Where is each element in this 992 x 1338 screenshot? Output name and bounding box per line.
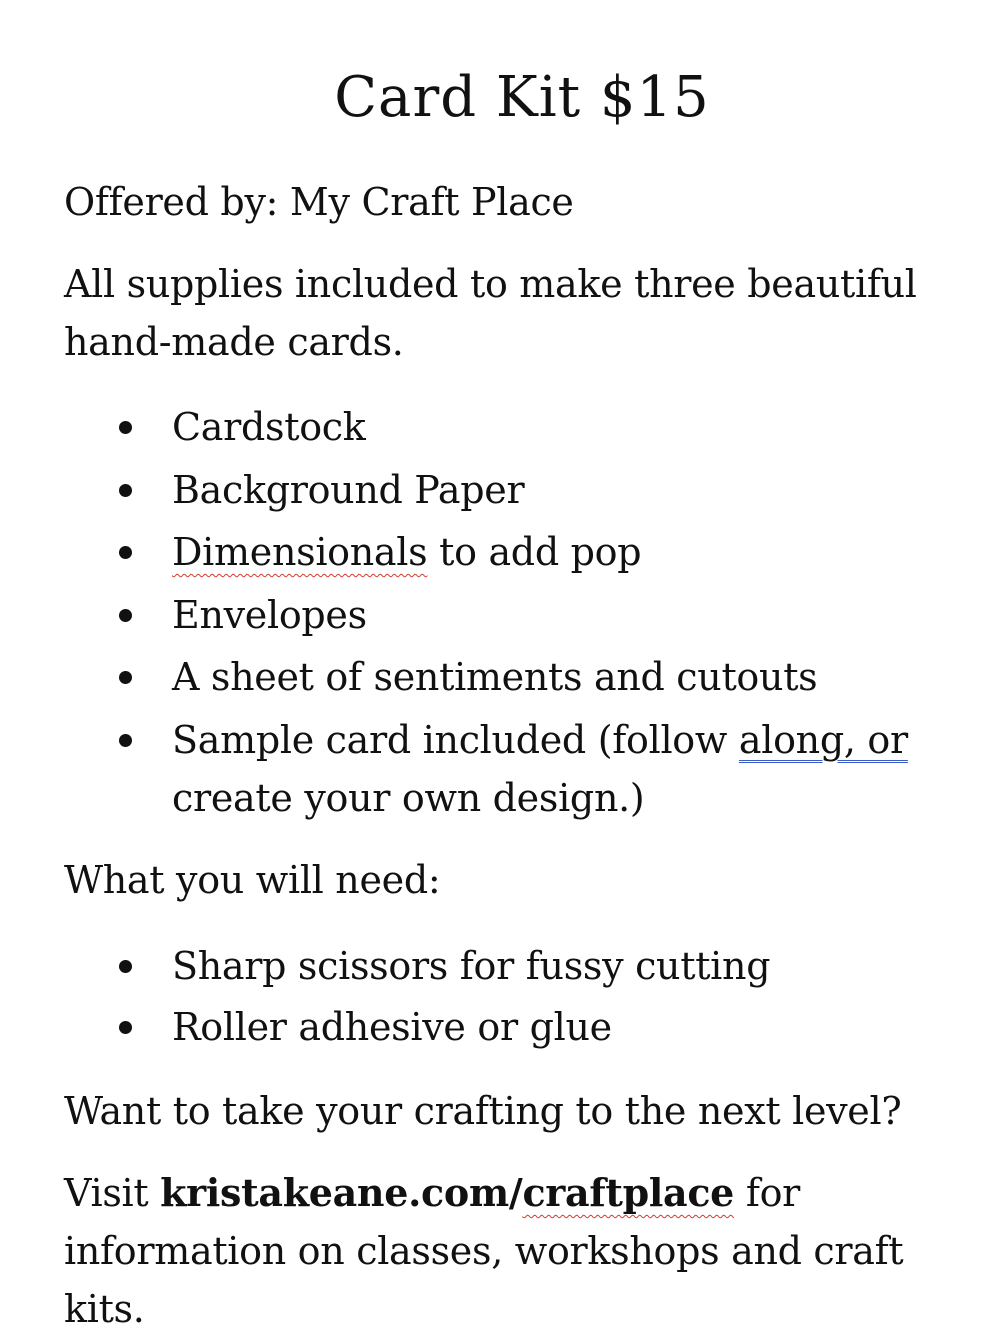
visit-paragraph [64,1164,974,1338]
list-item [0,998,912,1059]
visit-prefix: Visit [64,1171,161,1215]
list-item [0,937,912,998]
grammar-flagged-phrase[interactable]: along, or [738,717,908,762]
needs-heading: What you will need: [64,858,441,902]
need-item-label: Roller adhesive or glue [172,1005,612,1049]
bullet-icon [119,960,132,973]
spelling-flagged-word[interactable]: Dimensionals [172,530,428,574]
list-item [0,398,912,461]
needs-list [0,937,912,1059]
supplies-list [0,398,912,831]
offered-by-line: Offered by: My Craft Place [64,180,574,224]
spelling-flagged-word[interactable]: craftplace [522,1170,735,1215]
supply-item-label: Background Paper [172,467,525,512]
list-item [0,523,912,586]
intro-paragraph: All supplies included to make three beautiful hand-made cards. [64,262,917,364]
next-level-line: Want to take your crafting to the next level? [64,1089,902,1133]
website-url[interactable] [160,1170,734,1215]
supply-item-label: Sample card included (follow [172,717,739,762]
bullet-icon [119,484,132,497]
list-item [0,648,912,711]
need-item-label: Sharp scissors for fussy cutting [172,944,771,988]
supply-item-label: Envelopes [172,592,367,637]
bullet-icon [119,1021,132,1034]
website-url-domain: kristakeane.com/ [160,1170,523,1215]
bullet-icon [119,609,132,622]
supply-item-label: create your own design.) [172,775,645,820]
visit-suffix: for information on classes, workshops and craft kits. [64,1171,904,1331]
page-title: Card Kit $15 [334,65,710,130]
supply-item-label: A sheet of sentiments and cutouts [172,655,818,699]
bullet-icon [119,421,132,434]
list-item [0,461,912,524]
supply-item-label: Cardstock [172,405,366,449]
bullet-icon [119,546,132,559]
supply-item-label: to add pop [427,530,642,574]
list-item [0,711,912,831]
bullet-icon [119,671,132,684]
list-item [0,586,912,649]
bullet-icon [119,734,132,747]
